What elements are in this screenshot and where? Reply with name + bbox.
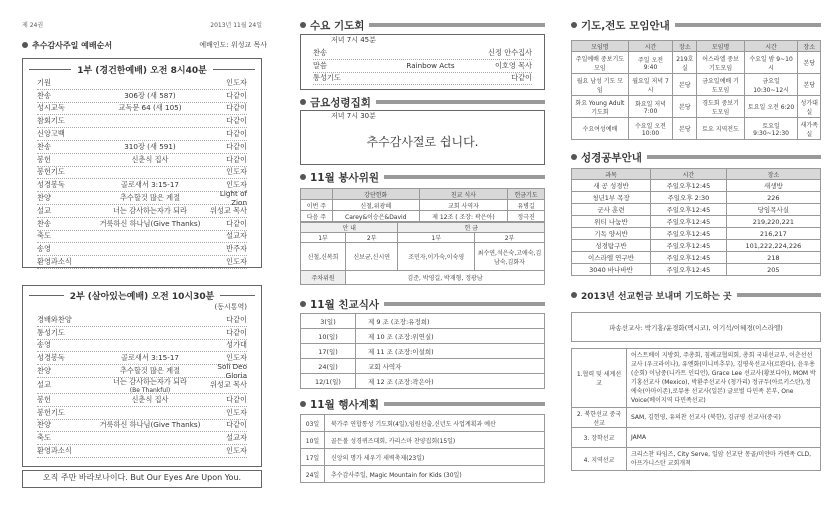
order-person: 다같이 (226, 314, 247, 324)
bible-heading: 성경공부안내 (571, 150, 821, 164)
order-row (37, 205, 247, 218)
order-person: 다같이 (226, 129, 247, 139)
order-detail: 310장 (새 591) (124, 141, 176, 151)
friday-heading: 금요성령집회 (300, 95, 545, 109)
order-item: 송영 (37, 340, 51, 350)
order-row (37, 256, 247, 269)
column-right (556, 0, 835, 507)
order-row (313, 73, 532, 86)
order-item: 축도 (37, 433, 51, 443)
bullet-icon (300, 22, 306, 28)
event-row: 24일 추수감사주일, Magic Mountain for Kids (30일) (301, 466, 545, 483)
order-person: 성가대 (226, 340, 247, 350)
order-item: 송영 (37, 244, 51, 254)
bible-row: 청년1부 목장 주일오후 2:30 226 (572, 192, 821, 204)
nov-service-table: 강단헌화 친교 식사 헌금기도 이번 주 신철,위광혜 교회 사역자 유병길 다음 주 Carey&이승은&David 제 12조 ( 조장: 곽은아) 정극진 안 내 헌 금 1부 2부 1부 2부 신철,신복희 신보균,신시연 조민자,이가숙,이숙영 최수연,석은숙,고애숙,김남숙,김화자 주차위원 김준, 박영길, 박재형, 정광남 (300, 188, 545, 285)
order-person: 인도자 (226, 180, 247, 190)
column-left (0, 0, 285, 507)
order-row (37, 243, 247, 256)
order-row (37, 394, 247, 407)
order-item: 봉헌 (37, 154, 51, 164)
bullet-icon (571, 22, 577, 28)
order-detail: 교독문 64 (새 105) (118, 103, 182, 113)
bullet-icon (300, 401, 306, 407)
wednesday-rows (301, 47, 544, 85)
groups-heading: 기도,전도 모임안내 (571, 18, 821, 32)
order-row (37, 167, 247, 180)
order-row (37, 378, 247, 394)
order-detail: 골로새서 3:15-17 (121, 180, 179, 190)
order-person: 인도자 (226, 167, 247, 177)
fellowship-row: 17(일) 제 11 조 (조장:이설희) (301, 344, 545, 359)
order-item: 축도 (37, 231, 51, 241)
missionaries-sent: 파송선교사: 박기홍/윤경화(멕시코), 이기석/이혜경(이스라엘) (571, 312, 821, 342)
order-row (37, 154, 247, 167)
order-person: 설교자 (226, 231, 247, 241)
order-person: 다같이 (226, 141, 247, 151)
order-row (37, 231, 247, 244)
page-header (22, 20, 262, 29)
order-person: Light of Zion (219, 189, 247, 208)
sermon-english: (Be Thankful) (129, 386, 171, 394)
order-detail: 306장 (새 587) (124, 90, 176, 100)
order-detail: 추수할것 많은 계절 (119, 193, 181, 203)
group-row: 주일예배 중보기도모임 주일 오전 9:40 219호실 어스라엘 중보기도모임 수요일 밤 9~10시 본당 (572, 52, 821, 74)
bible-table: 과목 시간 장소 새 공 성경반 주일오후12:45 새생방 청년1부 목장 주일오후 2:30 226 군사 훈련 주일오후12:45 당임목사실 위티 나눔반 주일오후12:45 219,220,221 기독 양서반 주일오후12:45 216,217 성경탐구반 주일오후12:45 101,222,224,226 이스라엘 연구반 주일오후12:45 218 3040 바나바반 주일오후12:45 205 (571, 168, 821, 276)
order-item: 찬송 (37, 141, 51, 151)
bible-row: 기독 양서반 주일오후12:45 216,217 (572, 228, 821, 240)
order-row (37, 189, 247, 208)
order-person: 다같이 (226, 103, 247, 113)
order-item: 환영과소식 (37, 257, 72, 267)
order-item: 성경봉독 (37, 180, 65, 190)
bullet-icon (22, 42, 28, 48)
bullet-icon (300, 301, 306, 307)
order-row (37, 77, 247, 90)
order-person: 위성교 목사 (209, 380, 247, 390)
bible-row: 군사 훈련 주일오후12:45 당임목사실 (572, 204, 821, 216)
order-item: 성경봉독 (37, 353, 65, 363)
fellowship-row: 24(일) 교회 사역자 (301, 359, 545, 374)
order-person: Soli Deo Gloria (217, 362, 247, 381)
order-row (313, 47, 532, 60)
wednesday-box (300, 34, 545, 90)
order-row (37, 432, 247, 445)
event-row: 10일 골든볼 성경퀴즈대회, 카리스마 찬양집회(15일) (301, 432, 545, 449)
order-person: 위성교 목사 (209, 205, 247, 215)
wednesday-heading: 수요 기도회 (300, 18, 545, 32)
service1-title: 1부 (경건한예배) 오전 8시40분 (23, 61, 261, 77)
order-item: 찬양 (37, 193, 51, 203)
events-table (300, 414, 545, 483)
order-detail: 추수할것 많은 계절 (119, 366, 181, 376)
order-item: 설교 (37, 380, 51, 390)
order-row (37, 340, 247, 353)
order-detail: 신춘식 집사 (131, 154, 169, 164)
missions-heading: 2013년 선교헌금 보내며 기도하는 곳 (571, 288, 821, 302)
bullet-icon (571, 292, 577, 298)
mission-row: 1.협력 및 세계선교 어스트베이 지방회, 주총회, 침례교협의회, 총회 국내선교부, 이춘선선교사 (우크라이나), 유엔화(미니비추부), 김평욱선교사(르완다), 윤우용(순회) 이남중(니카트 인디언), Grace Lee 선교사(황보디아), MOM 박기홍선교사 (Mexico), 박환주선교사 (청가리) 정규두(아르키스탄),정에숙(아마이존),로뮤용 선교사(일본) 글로벌 다민족 본부, One Voice(베이지역 다민족선교) (572, 349, 821, 408)
order-item: 설교 (37, 205, 51, 215)
events-heading: 11월 행사계획 (300, 397, 545, 411)
friday-box (300, 110, 545, 165)
order-item: 찬송 (313, 47, 327, 57)
order-person: 다같이 (226, 420, 247, 430)
bible-row: 성경탐구반 주일오후12:45 101,222,224,226 (572, 240, 821, 252)
event-row: 03일 북가주 연합통성 기도회(4일),임원선출,신년도 사업계획과 예산 (301, 415, 545, 432)
service2-rows (23, 314, 261, 458)
order-row (37, 445, 247, 458)
order-row (37, 407, 247, 420)
bullet-icon (300, 99, 306, 105)
friday-notice: 추수감사절로 쉽니다. (366, 135, 479, 149)
wednesday-time: 저녁 7시 45분 (331, 36, 376, 44)
order-item: 통성기도 (37, 327, 65, 337)
order-row (37, 90, 247, 103)
service1-rows (23, 77, 261, 269)
order-row (37, 420, 247, 433)
order-detail: 거룩하신 하나님(Give Thanks) (99, 420, 201, 430)
order-person: 인도자 (226, 407, 247, 417)
order-person: 인도자 (226, 446, 247, 456)
order-person: 다같이 (226, 90, 247, 100)
order-row (37, 115, 247, 128)
order-row (37, 103, 247, 116)
friday-time: 저녁 7시 30분 (331, 112, 376, 120)
bible-row: 새 공 성경반 주일오후12:45 새생방 (572, 180, 821, 192)
service1-box (22, 58, 262, 268)
order-row (37, 128, 247, 141)
order-person: 반주자 (226, 244, 247, 254)
fellowship-row: 3(일) 제 9 조 (조장:유정희) (301, 314, 545, 329)
bible-row: 위티 나눔반 주일오후12:45 219,220,221 (572, 216, 821, 228)
missions-table (571, 348, 821, 471)
bible-row: 3040 바나바반 주일오후12:45 205 (572, 264, 821, 276)
fellowship-row: 10(일) 제 10 조 (조장:위연실) (301, 329, 545, 344)
order-person: 인도자 (226, 257, 247, 267)
order-item: 환영과소식 (37, 446, 72, 456)
order-item: 신앙고백 (37, 129, 65, 139)
order-item: 성시교독 (37, 103, 65, 113)
order-item: 말씀 (313, 60, 327, 70)
order-item: 봉헌기도 (37, 407, 65, 417)
order-item: 경배와찬양 (37, 314, 72, 324)
nov-service-heading: 11월 봉사위원 (300, 170, 545, 184)
order-item: 찬송 (37, 90, 51, 100)
order-row (37, 218, 247, 231)
order-detail: 거룩하신 하나님(Give Thanks) (99, 218, 201, 228)
order-person: 다같이 (226, 218, 247, 228)
column-middle (285, 0, 556, 507)
order-person: 인도자 (226, 77, 247, 87)
order-item: 봉헌기도 (37, 167, 65, 177)
order-detail: Rainbow Acts (406, 61, 455, 71)
bible-row: 이스라엘 연구반 주일오후12:45 218 (572, 252, 821, 264)
order-person: 다같이 (226, 116, 247, 126)
order-person: 이호영 목사 (494, 60, 532, 70)
bullet-icon (571, 154, 577, 160)
order-person: 인도자 (226, 353, 247, 363)
mission-row: 2. 북한선교 중국선교 SAM, 김헌영, 유의찬 선교사 (북한), 김규영 선교사(중국) (572, 408, 821, 428)
order-person: 신정 안수집사 (488, 47, 532, 57)
worship-leader: 예배인도: 위성교 목사 (199, 41, 267, 49)
event-row: 17일 신앙의 명가 세우기 새벽축제(23일) (301, 449, 545, 466)
group-row: 수요여성예배 수요일 오전 10:00 본당 토요 지역전도 토요일 9:30~12:30 새가족실 (572, 118, 821, 140)
order-row (37, 314, 247, 327)
fellowship-table (300, 313, 545, 389)
order-person: 다같이 (226, 327, 247, 337)
order-person: 다같이 (226, 394, 247, 404)
service2-box (22, 285, 262, 467)
fellowship-row: 12/1(일) 제 12 조 (조장:곽은아) (301, 374, 545, 389)
groups-table: 모임명 시간 장소 모임명 시간 장소 주일예배 중보기도모임 주일 오전 9:40 219호실 어스라엘 중보기도모임 수요일 밤 9~10시 본당 월요 남성 기도 모임 월요일 저녁 7시 본당 금요일예배 기도모임 금요일 10:30~12시 본당 화요 Young Adult 기도회 화요일 저녁 7:00 본당 경도회 중보기도모임 토요일 오전 6:20 성가대실 수요여성예배 수요일 오전 10:00 본당 토요 지역전도 토요일 9:30~12:30 새가족실 (571, 40, 821, 140)
group-row: 월요 남성 기도 모임 월요일 저녁 7시 본당 금요일예배 기도모임 금요일 10:30~12시 본당 (572, 74, 821, 96)
order-item: 찬양 (37, 366, 51, 376)
fellowship-heading: 11월 친교식사 (300, 297, 545, 311)
order-item: 찬양 (37, 420, 51, 430)
interpretation-note: (동시통역) (214, 303, 247, 311)
group-row: 화요 Young Adult 기도회 화요일 저녁 7:00 본당 경도회 중보기도모임 토요일 오전 6:20 성가대실 (572, 96, 821, 118)
order-row (313, 60, 532, 73)
order-item: 찬송 (37, 218, 51, 228)
footer-motto: 오직 주만 바라보나이다. But Our Eyes Are Upon You. (22, 470, 262, 488)
order-person: 다같이 (511, 73, 532, 83)
order-item: 기원 (37, 77, 51, 87)
order-item: 참회기도 (37, 116, 65, 126)
order-person: 설교자 (226, 433, 247, 443)
issue-number: 제 24권 (22, 22, 44, 29)
order-person: 다같이 (226, 154, 247, 164)
bullet-icon (300, 174, 306, 180)
issue-date: 2013년 11월 24일 (210, 22, 262, 29)
service2-title: 2부 (살아있는예배) 오전 10시30분 (23, 288, 261, 302)
order-row (37, 141, 247, 154)
order-of-worship-heading: 추수감사주일 예배순서 예배인도: 위성교 목사 (22, 38, 267, 52)
order-item: 봉헌 (37, 394, 51, 404)
order-row (37, 327, 247, 340)
order-detail: 골로새서 3:15-17 (121, 353, 179, 363)
order-item: 통성기도 (313, 73, 341, 83)
order-detail: 너는 감사하는자가 되라 (112, 205, 187, 215)
order-detail: 신춘식 집사 (131, 394, 169, 404)
mission-row: 3. 장학선교 JAMA (572, 428, 821, 448)
mission-row: 4. 지역선교 크리스찬 타임즈, City Serve, 일암 선교단 몽골/미얀마 카렌족 CLD, 아프가니스탄 교회개척 (572, 448, 821, 471)
order-detail: 너는 감사하는자가 되라 (Be Thankful) (97, 377, 203, 394)
